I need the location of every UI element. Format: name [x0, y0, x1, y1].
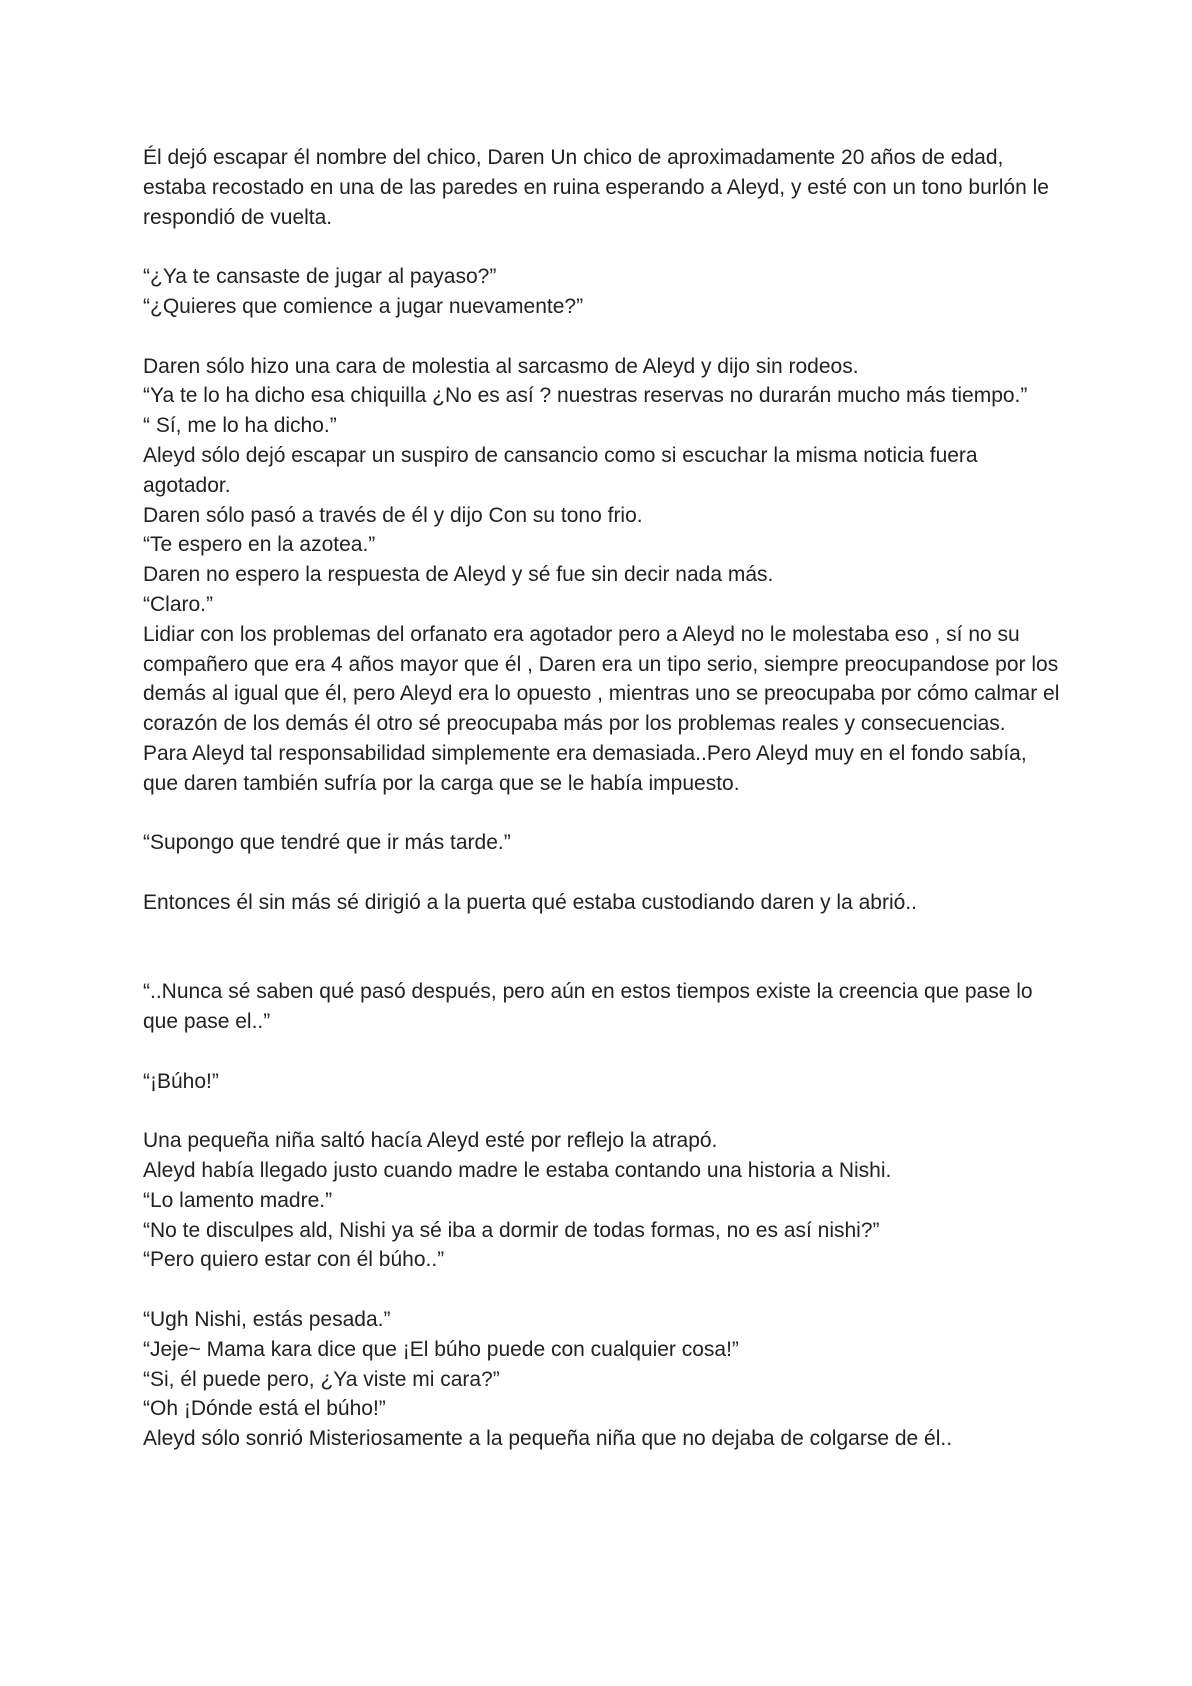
dialogue-line: “Supongo que tendré que ir más tarde.” [143, 831, 511, 855]
paragraph-gap [143, 1037, 1063, 1067]
paragraph: Entonces él sin más sé dirigió a la puerta qué estaba custodiando daren y la abrió.. [143, 890, 917, 914]
scene-break [143, 918, 1063, 978]
paragraph: Una pequeña niña saltó hacía Aleyd esté por reflejo la atrapó. [143, 1129, 718, 1153]
dialogue-line: “No te disculpes ald, Nishi ya sé iba a dormir de todas formas, no es así nishi?” [143, 1218, 880, 1242]
paragraph-gap [143, 322, 1063, 352]
paragraph: Daren no espero la respuesta de Aleyd y sé fue sin decir nada más. [143, 563, 774, 587]
dialogue-line: “ Sí, me lo ha dicho.” [143, 414, 337, 438]
dialogue-line: “Oh ¡Dónde está el búho!” [143, 1397, 386, 1421]
paragraph-gap [143, 1275, 1063, 1305]
paragraph-gap [143, 1097, 1063, 1127]
dialogue-line: “Ya te lo ha dicho esa chiquilla ¿No es así ? nuestras reservas no durarán mucho más tiempo.” [143, 384, 1028, 408]
paragraph: Él dejó escapar él nombre del chico, Daren Un chico de aproximadamente 20 años de edad, estaba recostado en una de las paredes en ruina esperando a Aleyd, y esté con un tono burlón le respondió de vuelta. [143, 146, 1049, 229]
paragraph: Para Aleyd tal responsabilidad simplemente era demasiada..Pero Aleyd muy en el fondo sabía, que daren también sufría por la carga que se le había impuesto. [143, 741, 1027, 795]
dialogue-line: “¿Ya te cansaste de jugar al payaso?” [143, 265, 497, 289]
paragraph-gap [143, 799, 1063, 829]
paragraph-gap [143, 858, 1063, 888]
dialogue-line: “Pero quiero estar con él búho..” [143, 1248, 445, 1272]
paragraph: Daren sólo pasó a través de él y dijo Con su tono frio. [143, 503, 643, 527]
paragraph: Aleyd sólo sonrió Misteriosamente a la pequeña niña que no dejaba de colgarse de él.. [143, 1427, 953, 1451]
paragraph: Aleyd sólo dejó escapar un suspiro de cansancio como si escuchar la misma noticia fuera agotador. [143, 443, 978, 497]
dialogue-line: “¡Búho!” [143, 1069, 219, 1093]
dialogue-line: “..Nunca sé saben qué pasó después, pero aún en estos tiempos existe la creencia que pase lo que pase el..” [143, 980, 1033, 1034]
dialogue-line: “¿Quieres que comience a jugar nuevamente?” [143, 294, 584, 318]
dialogue-line: “Lo lamento madre.” [143, 1188, 333, 1212]
dialogue-line: “Ugh Nishi, estás pesada.” [143, 1308, 391, 1332]
paragraph: Daren sólo hizo una cara de molestia al sarcasmo de Aleyd y dijo sin rodeos. [143, 354, 859, 378]
paragraph-gap [143, 232, 1063, 262]
dialogue-line: “Claro.” [143, 592, 214, 616]
dialogue-line: “Si, él puede pero, ¿Ya viste mi cara?” [143, 1367, 500, 1391]
paragraph: Lidiar con los problemas del orfanato era agotador pero a Aleyd no le molestaba eso , sí no su compañero que era 4 años mayor que él , Daren era un tipo serio, siempre preocupandose por los demás al igual que él, pero Aleyd era lo opuesto , mientras uno se preocupaba por cómo calmar el corazón de los demás él otro sé preocupaba más por los problemas reales y consecuencias. [143, 622, 1060, 736]
story-text [143, 143, 1063, 1454]
dialogue-line: “Te espero en la azotea.” [143, 533, 376, 557]
dialogue-line: “Jeje~ Mama kara dice que ¡El búho puede con cualquier cosa!” [143, 1337, 739, 1361]
paragraph: Aleyd había llegado justo cuando madre le estaba contando una historia a Nishi. [143, 1159, 892, 1183]
